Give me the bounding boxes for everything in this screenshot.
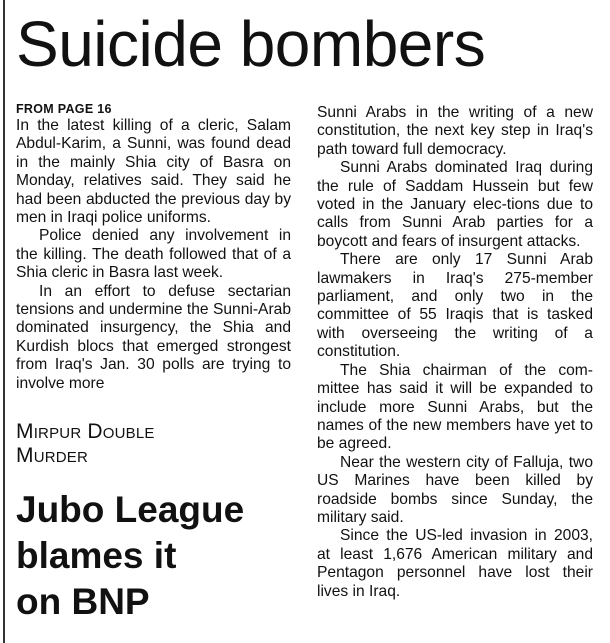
subhead-line: Murder [16, 444, 89, 468]
next-article-subhead [16, 420, 291, 468]
subhead-line: Mirpur Double [16, 420, 155, 444]
article-paragraph: In an effort to defuse sectarian tensions and undermine the Sunni-Arab dominated insurgency, the Shia and Kurdish blocs that emerged strongest from Iraq's Jan. 30 polls are trying to involve more [16, 282, 291, 392]
headline-line: blames it [16, 535, 177, 577]
article-paragraph: In the latest killing of a cleric, Salam Abdul-Karim, a Sunni, was found dead in the mainly Shia city of Basra on Monday, relatives said. They said he had been abducted the previous day by men in Iraqi police uniforms. [16, 117, 291, 227]
next-article-headline [16, 487, 291, 625]
headline-line: on BNP [16, 581, 150, 623]
article-paragraph: Near the western city of Falluja, two US Marines have been killed by roadside bombs since Sunday, the military said. [317, 453, 593, 526]
article-column-left [16, 102, 291, 625]
article-paragraph: Police denied any involvement in the killing. The death followed that of a Shia cleric in Basra last week. [16, 227, 291, 282]
article-headline: Suicide bombers [16, 8, 486, 80]
article-paragraph: Since the US-led invasion in 2003, at least 1,676 American military and Pentagon personnel have lost their lives in Iraq. [317, 527, 593, 600]
continued-from-kicker: FROM PAGE 16 [16, 102, 112, 116]
article-column-right [317, 104, 593, 601]
article-paragraph: Sunni Arabs in the writing of a new constitution, the next key step in Iraq's path toward full democracy. [317, 104, 593, 158]
article-paragraph: Sunni Arabs dominated Iraq during the rule of Saddam Hussein but few voted in the January elec-tions due to calls from Sunni Arab parties for a boycott and fears of insurgent attacks. [317, 159, 593, 250]
headline-line: Jubo League [16, 489, 245, 531]
column-rule [3, 0, 5, 643]
article-paragraph: There are only 17 Sunni Arab lawmakers in Iraq's 275-member parliament, and only two in the committee of 55 Iraqis that is tasked with overseeing the writing of a constitution. [317, 251, 593, 361]
article-paragraph: The Shia chairman of the com-mittee has said it will be expanded to include more Sunni Arabs, but the names of the new members have yet to be agreed. [317, 361, 593, 453]
